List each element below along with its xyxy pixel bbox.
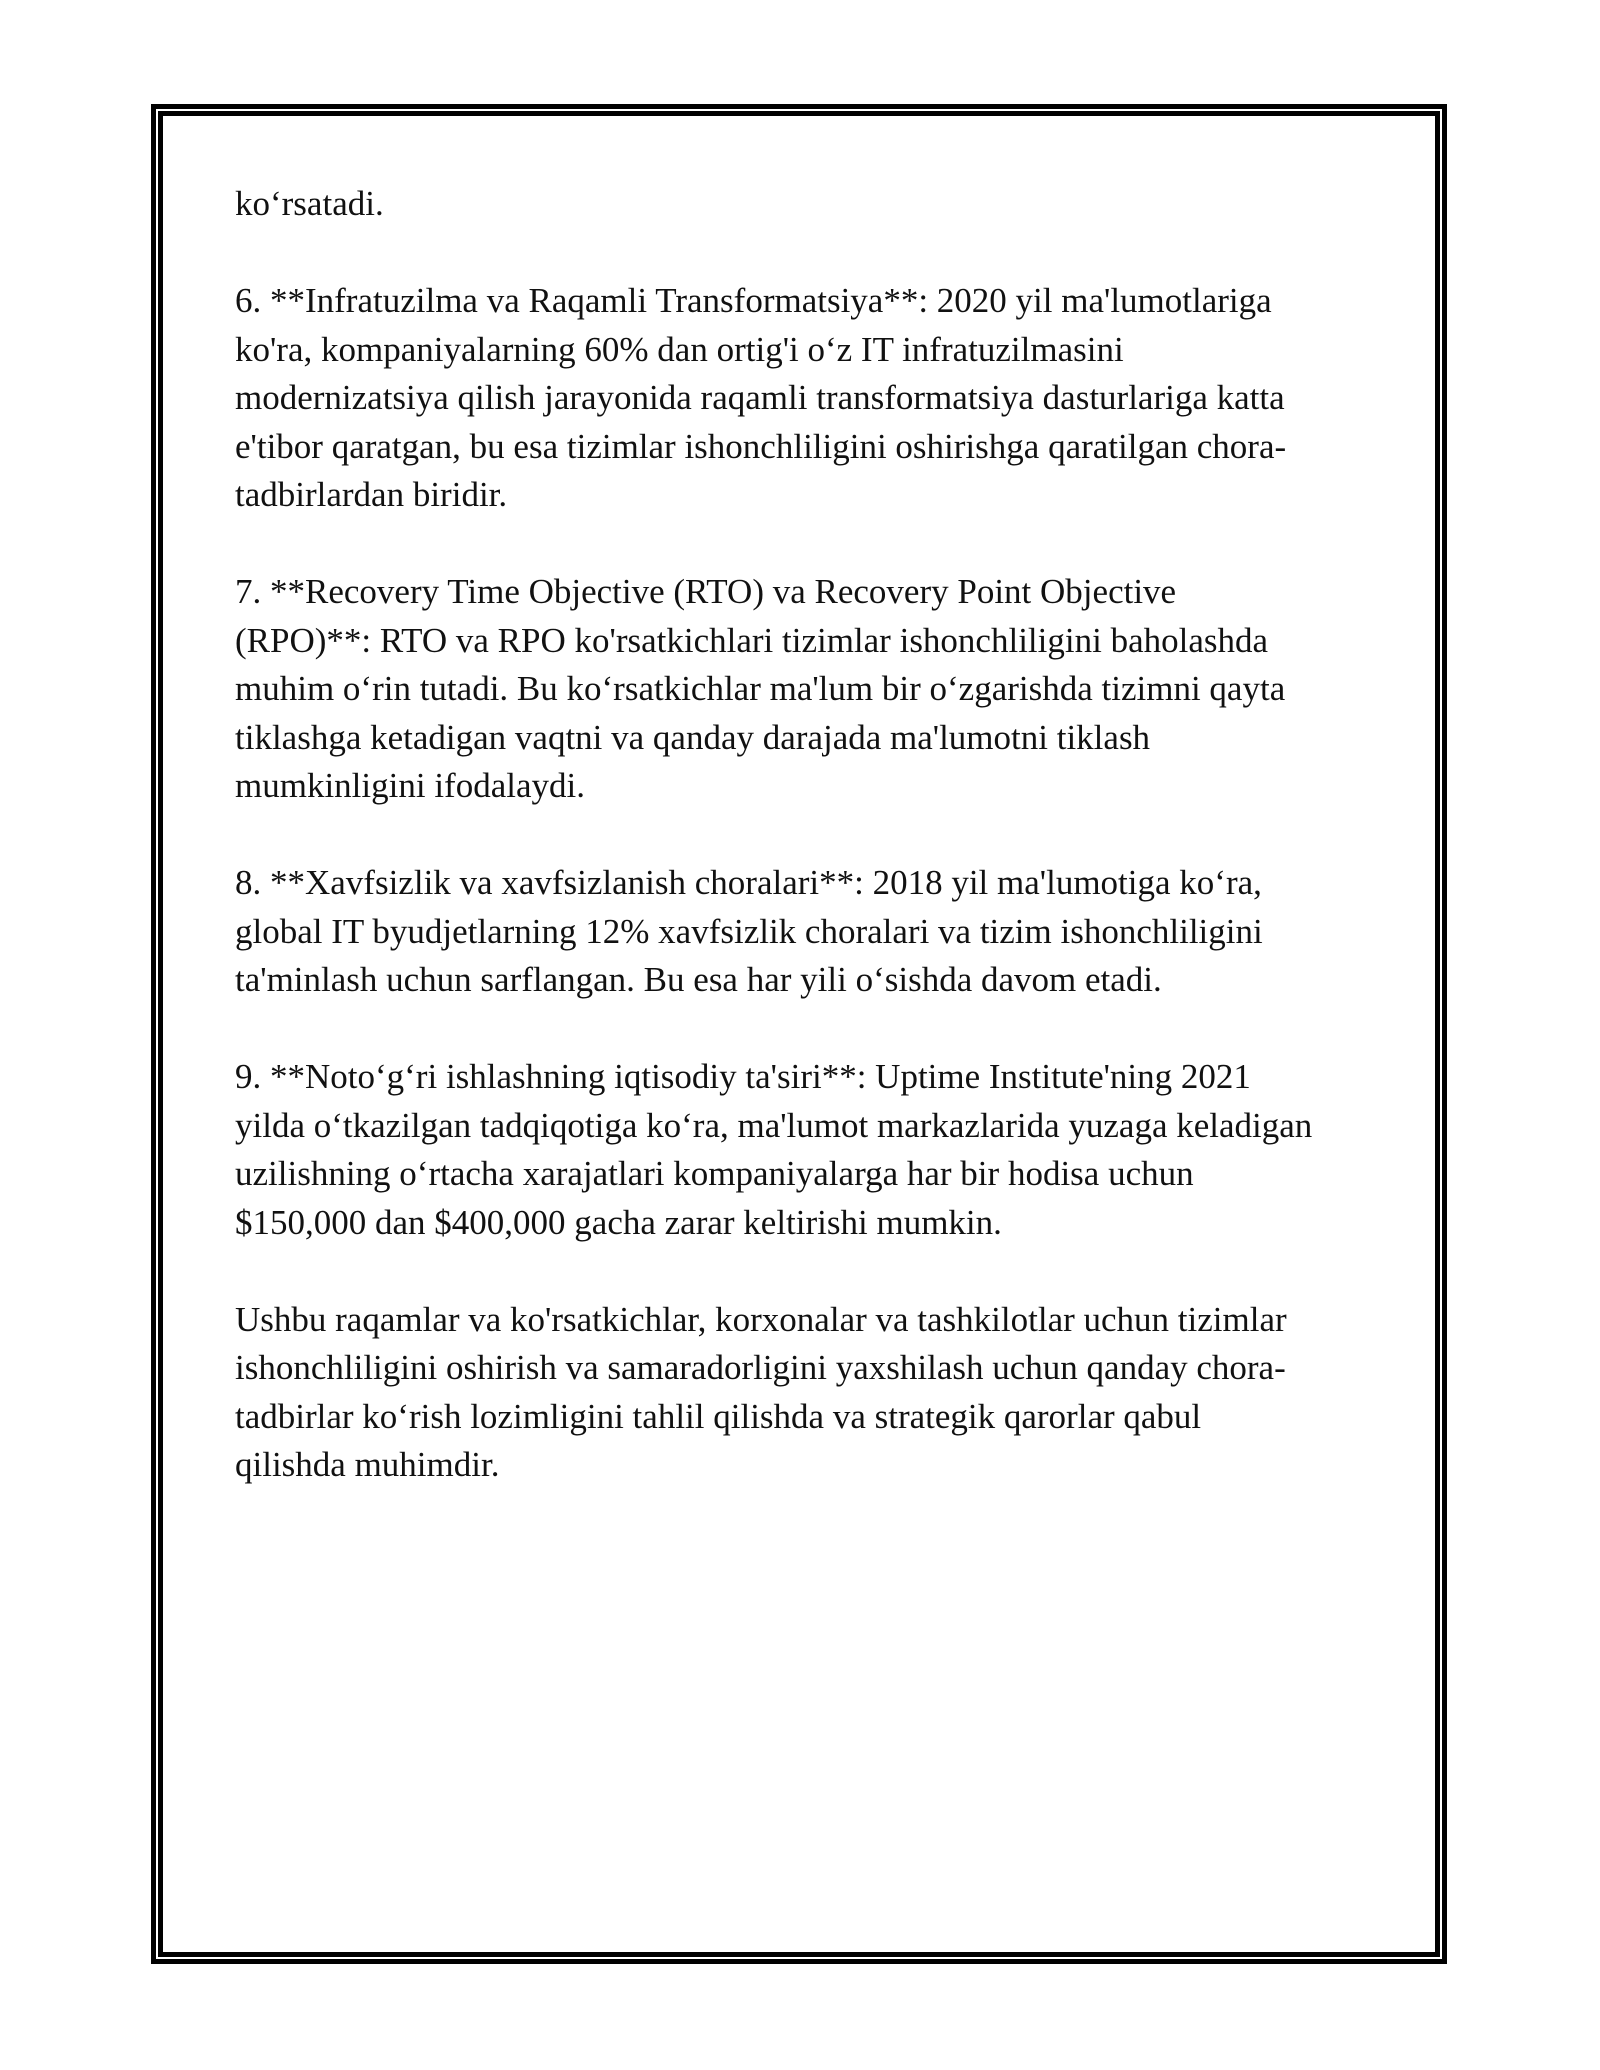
paragraph-item-6: 6. **Infratuzilma va Raqamli Transformatsiya**: 2020 yil ma'lumotlariga ko'ra, kompaniyalarning 60% dan ortig'i o‘z IT infratuzilmasini modernizatsiya qilish jarayonida raqamli transformatsiya dasturlariga katta e'tibor qaratgan, bu esa tizimlar ishonchliligini oshirishga qaratilgan chora- tadbirlardan biridir. [235, 281, 1287, 514]
paragraph-conclusion: Ushbu raqamlar va ko'rsatkichlar, korxonalar va tashkilotlar uchun tizimlar ishonchliligini oshirish va samaradorligini yaxshilash uchun qanday chora- tadbirlar ko‘rish lozimligini tahlil qilishda va strategik qarorlar qabul qilishda muhimdir. [235, 1299, 1287, 1484]
paragraph-item-8: 8. **Xavfsizlik va xavfsizlanish choralari**: 2018 yil ma'lumotiga ko‘ra, global IT byudjetlarning 12% xavfsizlik choralari va tizim ishonchliligini ta'minlash uchun sarflangan. Bu esa har yili o‘sishda davom etadi. [235, 863, 1263, 999]
document-body [235, 180, 1395, 1538]
paragraph-item-9: 9. **Noto‘g‘ri ishlashning iqtisodiy ta'siri**: Uptime Institute'ning 2021 yilda o‘tkazilgan tadqiqotiga ko‘ra, ma'lumot markazlarida yuzaga keladigan uzilishning o‘rtacha xarajatlari kompaniyalarga har bir hodisa uchun $150,000 dan $400,000 gacha zarar keltirishi mumkin. [235, 1057, 1313, 1242]
paragraph-item-7: 7. **Recovery Time Objective (RTO) va Recovery Point Objective (RPO)**: RTO va RPO ko'rsatkichlari tizimlar ishonchliligini baholashda muhim o‘rin tutadi. Bu ko‘rsatkichlar ma'lum bir o‘zgarishda tizimni qayta tiklashga ketadigan vaqtni va qanday darajada ma'lumotni tiklash mumkinligini ifodalaydi. [235, 572, 1286, 805]
paragraph-continuation: ko‘rsatadi. [235, 184, 384, 223]
